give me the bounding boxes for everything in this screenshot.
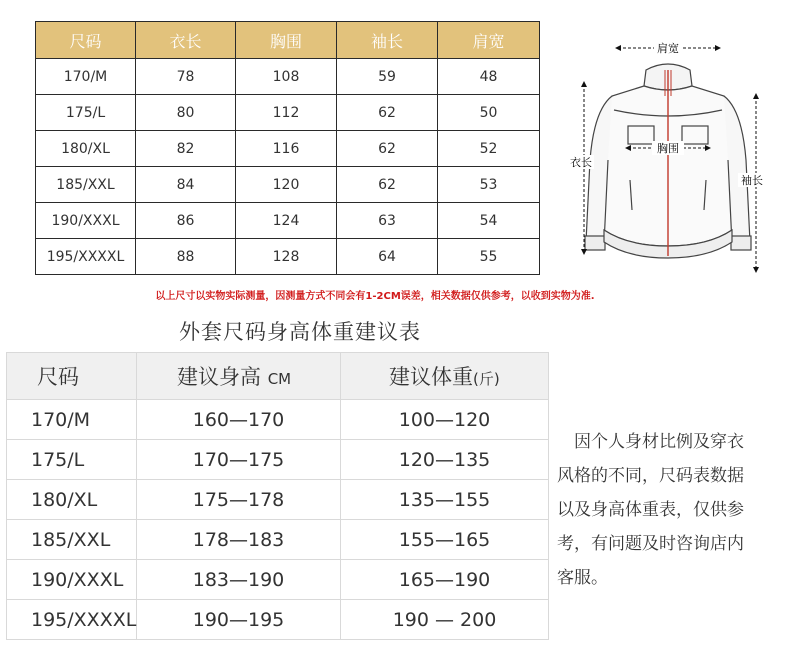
table-cell: 124 xyxy=(236,203,337,239)
size-table xyxy=(35,21,540,275)
table-cell: 165—190 xyxy=(341,560,549,600)
header-sleeve: 袖长 xyxy=(337,22,438,59)
table-cell: 178—183 xyxy=(137,520,341,560)
hw-header-size: 尺码 xyxy=(7,353,137,400)
table-row xyxy=(36,167,540,203)
table-cell: 175/L xyxy=(36,95,136,131)
table-cell: 190/XXXL xyxy=(7,560,137,600)
table-cell: 53 xyxy=(438,167,540,203)
table-row xyxy=(7,520,549,560)
disclaimer-line: 风格的不同，尺码表数据 xyxy=(557,466,744,486)
table-row xyxy=(36,95,540,131)
table-row xyxy=(36,59,540,95)
hw-header-weight xyxy=(341,353,549,400)
table-cell: 170/M xyxy=(7,400,137,440)
header-length: 衣长 xyxy=(136,22,236,59)
table-cell: 175/L xyxy=(7,440,137,480)
length-label: 衣长 xyxy=(570,156,592,169)
table-row xyxy=(7,560,549,600)
table-row xyxy=(7,400,549,440)
hw-header-height-text: 建议身高 xyxy=(177,365,261,389)
height-weight-table xyxy=(6,352,549,640)
hw-header-row xyxy=(7,353,549,400)
sleeve-label: 袖长 xyxy=(741,174,763,187)
table-cell: 80 xyxy=(136,95,236,131)
header-size: 尺码 xyxy=(36,22,136,59)
table-cell: 175—178 xyxy=(137,480,341,520)
shoulder-label: 肩宽 xyxy=(657,42,679,55)
table-cell: 64 xyxy=(337,239,438,275)
table-cell: 170/M xyxy=(36,59,136,95)
table-cell: 63 xyxy=(337,203,438,239)
table-row xyxy=(7,480,549,520)
table-cell: 180/XL xyxy=(36,131,136,167)
table-row xyxy=(36,239,540,275)
disclaimer-line: 考，有问题及时咨询店内 xyxy=(557,534,744,554)
hw-header-height-unit: CM xyxy=(267,370,292,388)
table-cell: 120 xyxy=(236,167,337,203)
table-cell: 62 xyxy=(337,167,438,203)
table-cell: 135—155 xyxy=(341,480,549,520)
table-cell: 78 xyxy=(136,59,236,95)
table-cell: 180/XL xyxy=(7,480,137,520)
table-cell: 195/XXXXL xyxy=(36,239,136,275)
table-cell: 62 xyxy=(337,95,438,131)
table-cell: 108 xyxy=(236,59,337,95)
disclaimer-line: 客服。 xyxy=(557,568,608,588)
table-cell: 190—195 xyxy=(137,600,341,640)
disclaimer-line: 以及身高体重表，仅供参 xyxy=(557,500,744,520)
measurement-note: 以上尺寸以实物实际测量，因测量方式不同会有1-2CM误差，相关数据仅供参考，以收到实物为准. xyxy=(155,291,595,302)
table-cell: 185/XXL xyxy=(36,167,136,203)
table-cell: 160—170 xyxy=(137,400,341,440)
table-cell: 128 xyxy=(236,239,337,275)
table-cell: 190 — 200 xyxy=(341,600,549,640)
table-cell: 84 xyxy=(136,167,236,203)
hw-table-title: 外套尺码身高体重建议表 xyxy=(179,320,421,344)
table-cell: 190/XXXL xyxy=(36,203,136,239)
table-cell: 112 xyxy=(236,95,337,131)
table-cell: 88 xyxy=(136,239,236,275)
table-cell: 55 xyxy=(438,239,540,275)
table-row xyxy=(36,131,540,167)
header-shoulder: 肩宽 xyxy=(438,22,540,59)
table-cell: 185/XXL xyxy=(7,520,137,560)
table-cell: 100—120 xyxy=(341,400,549,440)
size-disclaimer xyxy=(557,425,782,595)
chest-label: 胸围 xyxy=(657,142,679,155)
jacket-measurement-diagram xyxy=(568,30,768,280)
hw-header-weight-unit: (斤) xyxy=(473,370,500,388)
header-chest: 胸围 xyxy=(236,22,337,59)
table-cell: 52 xyxy=(438,131,540,167)
table-cell: 82 xyxy=(136,131,236,167)
hw-header-weight-text: 建议体重 xyxy=(389,365,473,389)
size-table-header-row xyxy=(36,22,540,59)
table-cell: 183—190 xyxy=(137,560,341,600)
table-cell: 116 xyxy=(236,131,337,167)
table-cell: 54 xyxy=(438,203,540,239)
table-row xyxy=(7,440,549,480)
table-cell: 48 xyxy=(438,59,540,95)
table-cell: 170—175 xyxy=(137,440,341,480)
table-row xyxy=(36,203,540,239)
hw-header-height xyxy=(137,353,341,400)
table-cell: 50 xyxy=(438,95,540,131)
table-cell: 62 xyxy=(337,131,438,167)
table-row xyxy=(7,600,549,640)
table-cell: 155—165 xyxy=(341,520,549,560)
table-cell: 86 xyxy=(136,203,236,239)
table-cell: 120—135 xyxy=(341,440,549,480)
table-cell: 195/XXXXL xyxy=(7,600,137,640)
table-cell: 59 xyxy=(337,59,438,95)
disclaimer-line: 因个人身材比例及穿衣 xyxy=(574,432,744,452)
